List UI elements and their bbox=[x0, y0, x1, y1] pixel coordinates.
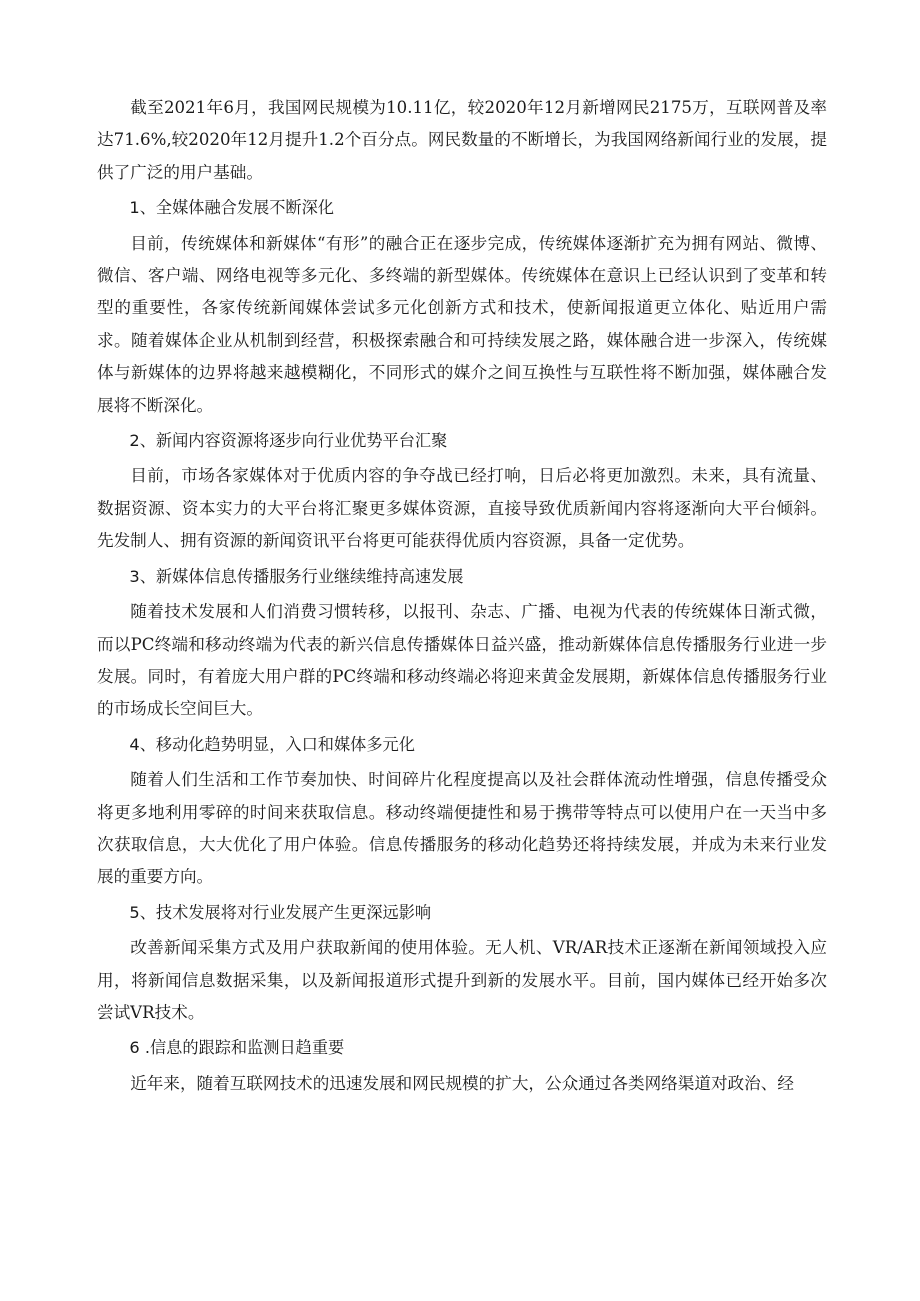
heading-monitoring: 6 .信息的跟踪和监测日趋重要 bbox=[129, 1038, 345, 1058]
document-page bbox=[97, 92, 827, 1100]
paragraph-mobile-trend: 随着人们生活和工作节奏加快、时间碎片化程度提高以及社会群体流动性增强，信息传播受众将更多地利用零碎的时间来获取信息。移动终端便捷性和易于携带等特点可以使用户在一天当中多次获取信息，大大优化了用户体验。信息传播服务的移动化趋势还将持续发展，并成为未来行业发展的重要方向。 bbox=[97, 770, 827, 887]
paragraph-technology-impact: 改善新闻采集方式及用户获取新闻的使用体验。无人机、VR/AR技术正逐渐在新闻领域投入应用，将新闻信息数据采集，以及新闻报道形式提升到新的发展水平。目前，国内媒体已经开始多次尝试VR技术。 bbox=[97, 938, 827, 1022]
heading-mobile-trend: 4、移动化趋势明显，入口和媒体多元化 bbox=[129, 734, 415, 754]
heading-media-convergence: 1、全媒体融合发展不断深化 bbox=[129, 198, 334, 218]
heading-content-resources: 2、新闻内容资源将逐步向行业优势平台汇聚 bbox=[129, 431, 448, 451]
heading-technology-impact: 5、技术发展将对行业发展产生更深远影响 bbox=[129, 902, 432, 922]
paragraph-media-convergence: 目前，传统媒体和新媒体“有形”的融合正在逐步完成，传统媒体逐渐扩充为拥有网站、微博、微信、客户端、网络电视等多元化、多终端的新型媒体。传统媒体在意识上已经认识到了变革和转型的重要性，各家传统新闻媒体尝试多元化创新方式和技术，使新闻报道更立体化、贴近用户需求。随着媒体企业从机制到经营，积极探索融合和可持续发展之路，媒体融合进一步深入，传统媒体与新媒体的边界将越来越模糊化，不同形式的媒介之间互换性与互联性将不断加强，媒体融合发展将不断深化。 bbox=[97, 233, 827, 415]
heading-new-media-growth: 3、新媒体信息传播服务行业继续维持高速发展 bbox=[129, 566, 464, 586]
paragraph-content-resources: 目前，市场各家媒体对于优质内容的争夺战已经打响，日后必将更加激烈。未来，具有流量、数据资源、资本实力的大平台将汇聚更多媒体资源，直接导致优质新闻内容将逐渐向大平台倾斜。先发制人、拥有资源的新闻资讯平台将更可能获得优质内容资源，具备一定优势。 bbox=[97, 466, 827, 551]
paragraph-monitoring: 近年来，随着互联网技术的迅速发展和网民规模的扩大，公众通过各类网络渠道对政治、经 bbox=[130, 1073, 794, 1093]
paragraph-new-media-growth: 随着技术发展和人们消费习惯转移，以报刊、杂志、广播、电视为代表的传统媒体日渐式微，而以PC终端和移动终端为代表的新兴信息传播媒体日益兴盛，推动新媒体信息传播服务行业进一步发展。同时，有着庞大用户群的PC终端和移动终端必将迎来黄金发展期，新媒体信息传播服务行业的市场成长空间巨大。 bbox=[97, 602, 827, 719]
paragraph-intro: 截至2021年6月，我国网民规模为10.11亿，较2020年12月新增网民2175万，互联网普及率达71.6%,较2020年12月提升1.2个百分点。网民数量的不断增长，为我国网络新闻行业的发展，提供了广泛的用户基础。 bbox=[97, 98, 827, 182]
